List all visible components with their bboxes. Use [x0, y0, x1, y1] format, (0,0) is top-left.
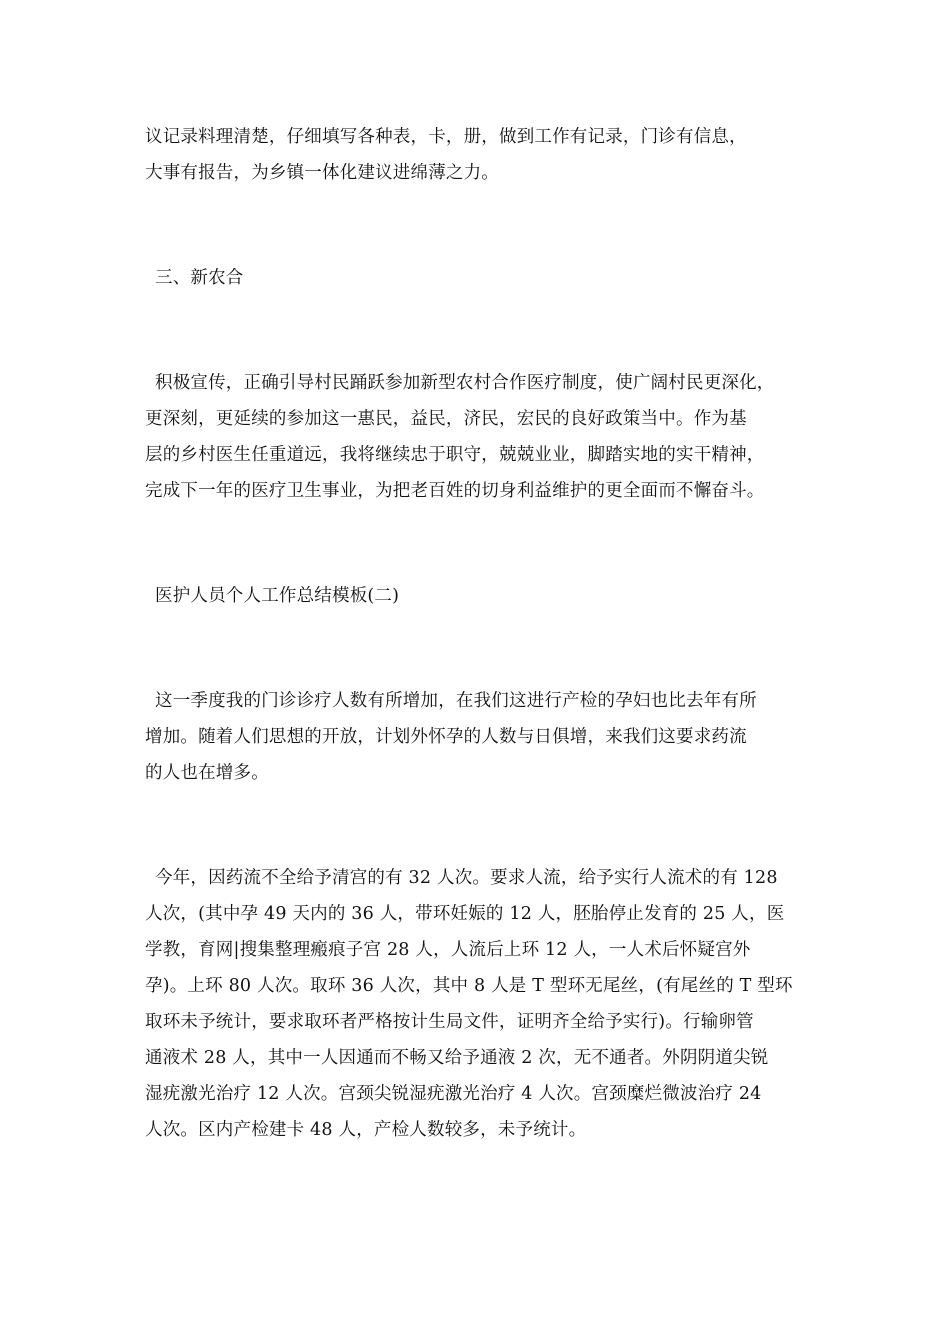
- section-heading: 三、新农合: [155, 268, 244, 288]
- paragraph-line: 这一季度我的门诊诊疗人数有所增加，在我们这进行产检的孕妇也比去年有所: [155, 691, 757, 711]
- paragraph-line: 湿疣激光治疗 12 人次。宫颈尖锐湿疣激光治疗 4 人次。宫颈糜烂微波治疗 24: [145, 1084, 762, 1104]
- paragraph-line: 学教，育网|搜集整理瘢痕子宫 28 人，人流后上环 12 人，一人术后怀疑宫外: [145, 940, 751, 960]
- paragraph-line: 层的乡村医生任重道远，我将继续忠于职守，兢兢业业，脚踏实地的实干精神，: [145, 445, 765, 465]
- paragraph-line: 议记录料理清楚，仔细填写各种表，卡，册，做到工作有记录，门诊有信息，: [145, 127, 747, 147]
- document-title: 医护人员个人工作总结模板(二): [155, 586, 400, 606]
- paragraph-line: 增加。随着人们思想的开放，计划外怀孕的人数与日俱增，来我们这要求药流: [145, 727, 747, 747]
- paragraph-line: 通液术 28 人，其中一人因通而不畅又给予通液 2 次，无不通者。外阴阴道尖锐: [145, 1048, 769, 1068]
- paragraph-line: 大事有报告，为乡镇一体化建议进绵薄之力。: [145, 163, 499, 183]
- paragraph-line: 今年，因药流不全给予清宫的有 32 人次。要求人流，给予实行人流术的有 128: [155, 868, 778, 888]
- paragraph-line: 积极宣传，正确引导村民踊跃参加新型农村合作医疗制度，使广阔村民更深化，: [155, 373, 775, 393]
- paragraph-line: 取环未予统计，要求取环者严格按计生局文件，证明齐全给予实行)。行输卵管: [145, 1012, 754, 1032]
- paragraph-line: 的人也在增多。: [145, 763, 269, 783]
- paragraph-line: 完成下一年的医疗卫生事业，为把老百姓的切身利益维护的更全面而不懈奋斗。: [145, 481, 765, 501]
- paragraph-line: 人次，(其中孕 49 天内的 36 人，带环妊娠的 12 人，胚胎停止发育的 25 人，医: [145, 904, 785, 924]
- paragraph-line: 更深刻，更延续的参加这一惠民，益民，济民，宏民的良好政策当中。作为基: [145, 409, 747, 429]
- paragraph-line: 人次。区内产检建卡 48 人，产检人数较多，未予统计。: [145, 1120, 587, 1140]
- paragraph-line: 孕)。上环 80 人次。取环 36 人次，其中 8 人是 T 型环无尾丝，(有尾丝的 T 型环: [145, 976, 793, 996]
